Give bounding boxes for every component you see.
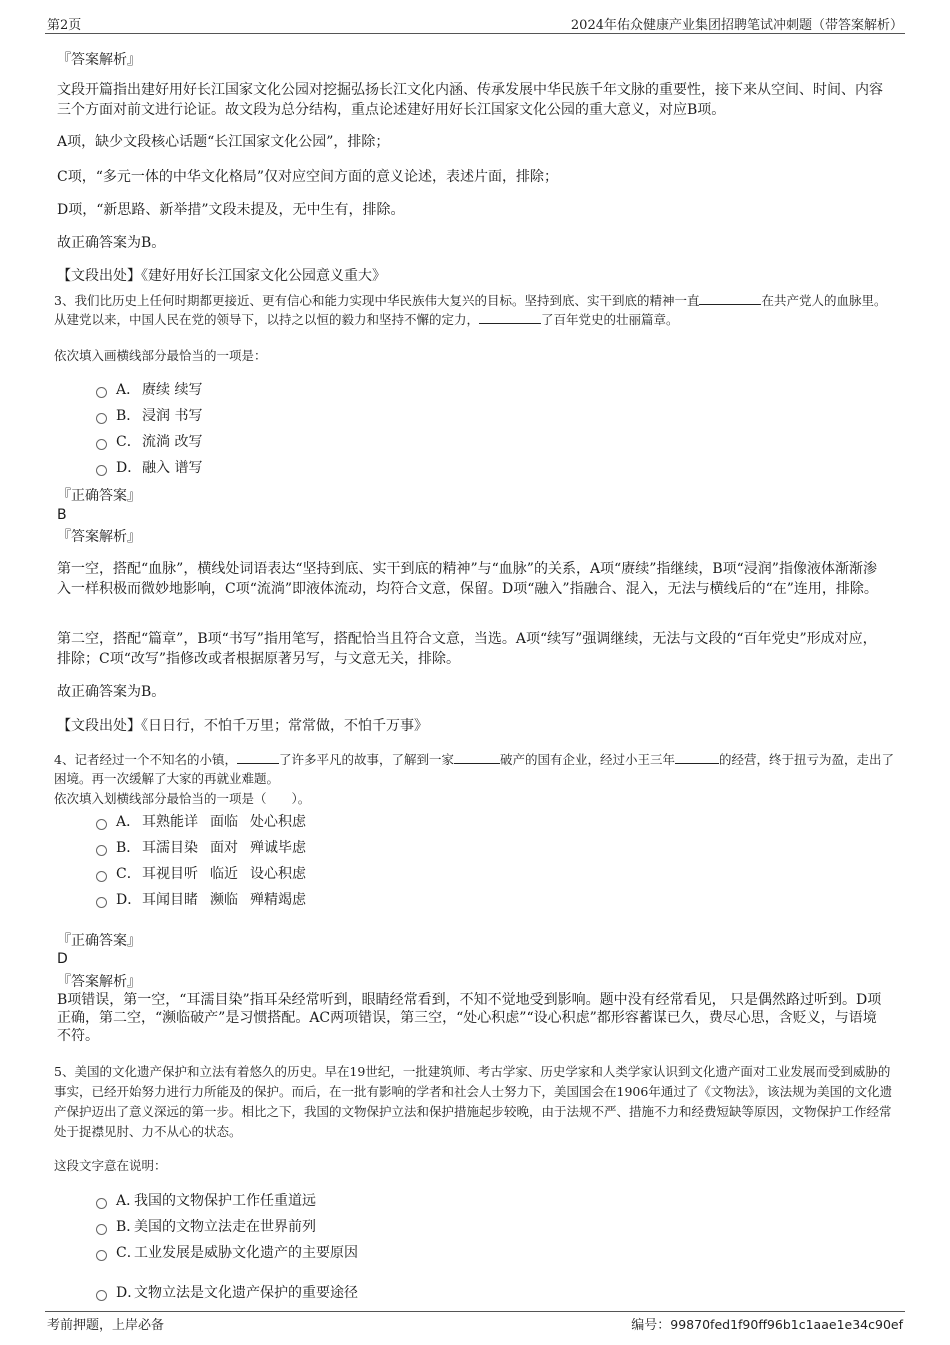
q4-analysis: B项错误，第一空，“耳濡目染”指耳朵经常听到，眼睛经常看到，不知不觉地受到影响。题中没有经常看见， 只是偶然路过听到。D项正确，第二空，“濒临破产”是习惯搭配。AC两项错误，第三空，“处心积虑”“设心积虑”都形容蓄谋已久，费尽心思，含贬义，与语境不符。 xyxy=(57,992,882,1044)
radio-icon[interactable] xyxy=(96,897,107,908)
footer-rule xyxy=(45,1311,905,1312)
radio-icon[interactable] xyxy=(96,387,107,398)
radio-icon[interactable] xyxy=(96,413,107,424)
q4-option-b[interactable]: B． 耳濡目染 面对 殚诚毕虑 xyxy=(96,838,306,858)
q4-blank-3 xyxy=(675,751,719,764)
radio-icon[interactable] xyxy=(96,819,107,830)
q3-stem xyxy=(54,291,894,329)
q4-stem-part1: 4、记者经过一个不知名的小镇， xyxy=(54,752,237,767)
q4-analysis-label: 『答案解析』 xyxy=(57,974,141,990)
q3-source: 【文段出处】《日日行，不怕千万里；常常做，不怕千万事》 xyxy=(57,718,428,734)
q3-option-d[interactable]: D．融入 谱写 xyxy=(96,458,202,478)
q3-option-b[interactable]: B． 浸润 书写 xyxy=(96,406,202,426)
q4-option-c[interactable]: C．耳视目听 临近 设心积虑 xyxy=(96,864,306,884)
q4-blank-1 xyxy=(237,751,279,764)
q4-answer: D xyxy=(57,951,68,967)
q3-prompt: 依次填入画横线部分最恰当的一项是： xyxy=(54,348,267,363)
q2-analysis-option-c: C项，“多元一体的中华文化格局”仅对应空间方面的意义论述，表述片面，排除； xyxy=(57,169,559,185)
radio-icon[interactable] xyxy=(96,1224,107,1235)
q2-analysis-paragraph: 文段开篇指出建好用好长江国家文化公园对挖掘弘扬长江文化内涵、传承发展中华民族千年文脉的重要性，接下来从空间、时间、内容三个方面对前文进行论证。故文段为总分结构，重点论述建好用好长江国家文化公园的重大意义，对应B项。 xyxy=(57,82,883,118)
q2-conclusion: 故正确答案为B。 xyxy=(57,235,166,251)
header-rule xyxy=(45,33,905,34)
q4-prompt: 依次填入划横线部分最恰当的一项是（ ）。 xyxy=(54,791,311,806)
q2-source: 【文段出处】《建好用好长江国家文化公园意义重大》 xyxy=(57,268,386,284)
q3-answer: B xyxy=(57,507,67,523)
q5-prompt: 这段文字意在说明： xyxy=(54,1158,167,1173)
q3-stem-part1: 3、我们比历史上任何时期都更接近、更有信心和能力实现中华民族伟大复兴的目标。坚持到底、实干到底的精神一直 xyxy=(54,293,700,308)
q3-stem-part3: 了百年党史的壮丽篇章。 xyxy=(541,312,679,327)
q4-blank-2 xyxy=(454,751,500,764)
q5-option-c[interactable]: C．工业发展是威胁文化遗产的主要原因 xyxy=(96,1243,358,1263)
footer-serial-number: 99870fed1f90ff96b1c1aae1e34c90ef xyxy=(670,1317,903,1332)
q3-analysis-paragraph-2: 第二空，搭配“篇章”，B项“书写”指用笔写，搭配恰当且符合文意，当选。A项“续写”强调继续，无法与文段的“百年党史”形成对应，排除；C项“改写”指修改或者根据原著另写，与文意无关，排除。 xyxy=(57,631,877,667)
q3-stem-part2: 在共产党人的血脉里。从建党以来，中国人民在党的领导下，以持之以恒的毅力和坚持不懈的定力， xyxy=(54,293,887,327)
q5-option-b[interactable]: B．美国的文物立法走在世界前列 xyxy=(96,1217,316,1237)
q5-option-d[interactable]: D．文物立法是文化遗产保护的重要途径 xyxy=(96,1283,358,1303)
q3-analysis-label: 『答案解析』 xyxy=(57,529,141,545)
footer-serial xyxy=(631,1314,903,1333)
radio-icon[interactable] xyxy=(96,1250,107,1261)
q5-stem: 5、美国的文化遗产保护和立法有着悠久的历史。早在19世纪，一批建筑师、考古学家、历史学家和人类学家认识到文化遗产面对工业发展而受到威胁的事实，已经开始努力进行力所能及的保护。而后，在一批有影响的学者和社会人士努力下，美国国会在1906年通过了《文物法》，该法规为美国的文化遗产保护迈出了意义深远的第一步。相比之下，我国的文物保护立法和保护措施起步较晚，由于法规不严、措施不力和经费短缺等原因，文物保护工作经常处于捉襟见肘、力不从心的状态。 xyxy=(54,1064,893,1139)
footer-slogan: 考前押题，上岸必备 xyxy=(47,1318,165,1333)
radio-icon[interactable] xyxy=(96,1290,107,1301)
q3-blank-1 xyxy=(699,292,761,305)
radio-icon[interactable] xyxy=(96,465,107,476)
document-title: 2024年佑众健康产业集团招聘笔试冲刺题（带答案解析） xyxy=(570,18,903,33)
page-number: 第2页 xyxy=(47,18,82,33)
q3-answer-label: 『正确答案』 xyxy=(57,488,141,504)
q3-analysis-paragraph-1: 第一空，搭配“血脉”，横线处词语表达“坚持到底、实干到底的精神”与“血脉”的关系，A项“赓续”指继续，B项“浸润”指像液体渐渐渗入一样积极而微妙地影响，C项“流淌”即液体流动，均符合文意，保留。D项“融入”指融合、混入，无法与横线后的“在”连用，排除。 xyxy=(57,561,878,597)
q3-option-c[interactable]: C．流淌 改写 xyxy=(96,432,202,452)
radio-icon[interactable] xyxy=(96,871,107,882)
q3-option-a[interactable]: A． 赓续 续写 xyxy=(96,380,202,400)
radio-icon[interactable] xyxy=(96,439,107,450)
q2-analysis-label: 『答案解析』 xyxy=(57,52,141,68)
radio-icon[interactable] xyxy=(96,1198,107,1209)
q4-stem xyxy=(54,750,894,788)
q4-stem-part2: 了许多平凡的故事，了解到一家 xyxy=(278,752,454,767)
q4-option-a[interactable]: A． 耳熟能详 面临 处心积虑 xyxy=(96,812,306,832)
q4-option-d[interactable]: D．耳闻目睹 濒临 殚精竭虑 xyxy=(96,890,306,910)
q4-stem-part4: 的经营，终于扭亏为盈，走出了困境。再一次缓解了大家的再就业难题。 xyxy=(54,752,895,786)
q2-analysis-option-a: A项，缺少文段核心话题“长江国家文化公园”，排除； xyxy=(57,134,390,150)
q5-option-a[interactable]: A．我国的文物保护工作任重道远 xyxy=(96,1191,316,1211)
footer-serial-label: 编号： xyxy=(631,1318,671,1333)
q4-answer-label: 『正确答案』 xyxy=(57,933,141,949)
q3-conclusion: 故正确答案为B。 xyxy=(57,684,166,700)
radio-icon[interactable] xyxy=(96,845,107,856)
q4-stem-part3: 破产的国有企业，经过小王三年 xyxy=(499,752,675,767)
q3-blank-2 xyxy=(479,311,541,324)
q2-analysis-option-d: D项，“新思路、新举措”文段未提及，无中生有，排除。 xyxy=(57,202,405,218)
